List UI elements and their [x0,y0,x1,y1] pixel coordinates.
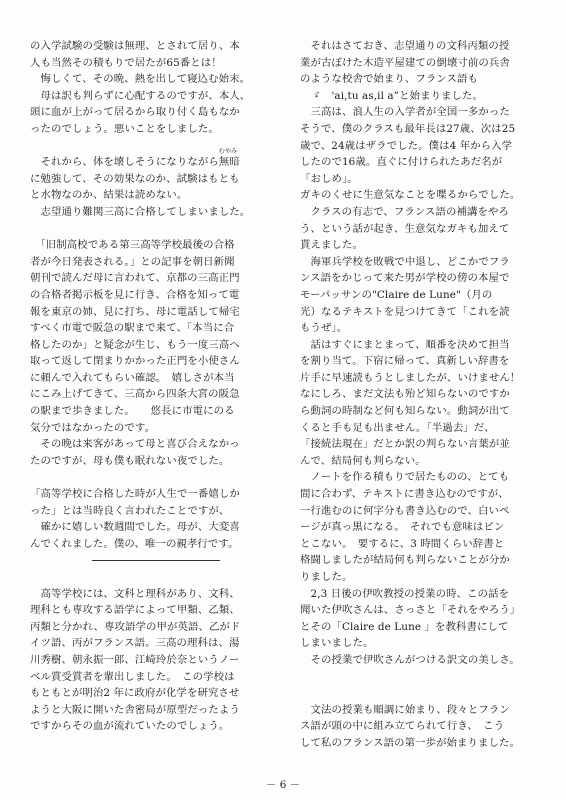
text-line: もともとが明治2 年に政府が化学を研究させ [30,687,240,700]
text-line: の入学試験の受験は無理、とされて居り、本 [30,40,240,52]
text-line: の駅まで歩きました。 悠長に市電にのる [30,405,235,418]
text-line: 「高等学校に合格した時が人生で一番嬉しか [30,488,240,501]
text-line: 取って返して閉まりかかった正門を小使さん [30,355,240,368]
text-line: 理科とも専攻する語学によって甲類、乙類、 [30,604,240,617]
paragraph-gap [30,569,268,586]
text-line: 気分ではなかったのです。 [30,421,156,434]
ruby-reading: むやみ [218,148,238,156]
ruby-base: 無暗 むやみ [218,148,240,169]
page-number: － 6 － [266,779,300,791]
text-line: クラスの有志で、フランス語の補講をやろ [300,205,509,218]
text-line: 話はすぐにまとまって、順番を決めて担当 [300,338,510,351]
text-line: 「接続法現在」だとか訳の判らない言葉が並 [300,438,510,451]
text-line: 三高は、浪人生の入学者が全国一多かった [300,106,510,119]
text-line: の合格者掲示板を見に行き、合格を知って電 [30,288,240,301]
paragraph-gap [300,669,538,686]
text-line: 光）なるテキストを見つけてきて「これを読 [300,305,510,318]
text-line: しまいました。 [300,637,374,650]
text-line: 報を東京の姉、見に打ち、母に電話して帰宅 [30,305,240,318]
text-line: 貰えました。 [300,239,363,252]
text-line: ですからその血が流れていたのでしょう。 [30,720,230,733]
text-line: を割り当て。下宿に帰って、真新しい辞書を [300,355,510,368]
text-line: に頼んで入れてもらい確認。 嬉しさが本当 [30,371,235,384]
text-line: にこみ上げてきて、三高から四条大宮の阪急 [30,388,240,401]
text-line: 「旧制高校である第三高等学校最後の合格 [30,239,235,252]
text-line: 丙類と分かれ、専攻語学の甲が英語、乙がド [30,620,241,633]
text-line: 文法の授業も順調に始まり、段々とフラン [300,703,510,716]
text-line: 悔しくて、その晩、熱を出して寝込む始末。 [30,73,251,86]
text-line: 2,3 日後の伊吹教授の授業の時、この話を [300,587,510,600]
text-line: ら動詞の時制など何も知らない。動詞が出て [300,405,510,418]
text-line: 朝刊で読んだ母に言われて、京都の三高正門 [30,272,240,285]
text-line: 高等学校には、文科と理科があり、文科、 [30,587,240,600]
text-line: 川秀樹、朝永振一郎、江崎玲於奈というノー [30,653,240,666]
text-line: 海軍兵学校を敗戦で中退し、どこかでフラ [300,255,510,268]
text-line: ンス語をかじって来た男が学校の傍の本屋で [300,272,510,285]
text-line: 格闘しましたが結局何も判らないことが分か [300,554,510,567]
text-line: う、という話が起き、生意気なガキも加えて [300,222,510,235]
text-line: 格したのか」と疑念が生じ、もう一度三高へ [30,338,240,351]
text-line: 者が今日発表される。」との記事を朝日新聞 [30,255,235,268]
text-line: に勉強して、その効果なのか、試験はもとも [30,172,240,185]
text-line: それから、体を壊しそうになりながら無暗 むやみ [30,148,240,169]
text-line: と水物なのか、結果は読めない。 [30,189,188,202]
text-line: とこない。 要するに、3 時間くらい辞書と [300,537,505,550]
text-line: りました。 [300,571,353,583]
text-line: んで、結局何も判らない。 [300,454,426,467]
text-line: 片手に早速読もうとしましたが、いけません！ [300,371,521,384]
text-line: 間に合わず、テキストに書き込むのですが、 [300,488,509,501]
left-column [30,38,268,735]
text-line: 業が古ぼけた木造平屋建ての倒壊寸前の兵舎 [300,56,510,69]
text-line: ったのでしょう。悪いことをしました。 [30,122,219,135]
text-line: 頭に血が上がって居るから取り付く島もなか [30,106,240,119]
text-line: もうぜ」。 [300,322,348,335]
text-line: 確かに嬉しい数週間でした。母が、大変喜 [30,521,240,534]
text-line: イツ語、丙がフランス語。三高の理科は、湯 [30,637,240,650]
text-line: して私のフランス語の第一歩が始まりました。 [300,736,520,749]
text-line: したので16歳。直ぐに付けられたあだ名が [300,156,503,169]
text-line: それはさておき、志望通りの文科丙類の授 [300,40,510,52]
paragraph-gap [30,221,268,238]
text-line: くると手も足も出ません。「半過去」だ、 [300,421,495,434]
text-line: そうで、僕のクラスも最年長は27歳、次は25 [300,122,516,135]
text-line: のような校舎で始まり、フランス語も [300,73,479,86]
text-line: すべく市電で阪急の駅まで来て、「本当に合 [30,322,235,335]
text-line: ージが真っ黒になる。 それでも意味はピン [300,521,505,534]
text-line: 一行進むのに何字分も書き込むので、白いペ [300,504,510,517]
text-line: 志望通り難関三高に合格してしまいました。 [30,205,251,218]
text-line: ス語が頭の中に組み立てられて行き、 こう [300,720,505,733]
text-line: 人も当然その積もりで居たが65番とは！ [30,56,222,69]
text-line: ガキのくせに生意気なことを喋るからでした。 [300,189,521,202]
section-divider [30,552,268,569]
text-line: その授業で伊吹さんがつける訳文の美しさ。 [300,653,520,666]
text-line: たのですが、母も僕も眠れない夜でした。 [30,454,230,467]
text-line: った」とは当時良く言われたことですが、 [30,504,230,517]
right-column [300,38,538,752]
text-line: ベル賞受賞者を輩出しました。 この学校は [30,670,235,683]
paragraph-gap [30,469,268,486]
paragraph-gap [300,685,538,702]
text-line: ゞ 'ai,tu as,il a”と始まりました。 [300,89,484,102]
text-line: とその「Claire de Lune 」を教科書にして [300,620,509,633]
text-line: ノートを作る積もりで居たものの、とても [300,471,510,484]
text-line: ようと大阪に開いた舎密局が原型だったよう [30,703,240,716]
text-line: んでくれました。僕の、唯一の親孝行です。 [30,537,239,550]
text-line: 「おしめ」。 [300,172,358,185]
text-line: なにしろ、まだ文法も殆ど知らないのですか [300,388,510,401]
text-line: 聞いた伊吹さんは、さっさと「それをやろう」 [300,604,521,617]
text-line: モーパッサンの"Claire de Lune"（月の [300,288,493,301]
text-line: 母は訳も判らずに心配するのですが、本人、 [30,89,251,102]
text-line: その晩は来客があって母と喜び合えなかっ [30,438,240,451]
text-line: 歳で、24歳はザラでした。僕は4 年から入学 [300,139,513,152]
